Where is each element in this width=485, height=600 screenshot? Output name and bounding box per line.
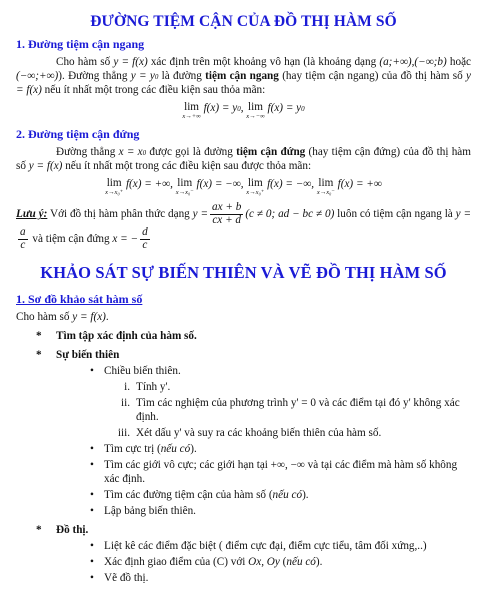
- formula-vertical-limits: lim x→x₀⁺ f(x) = +∞, lim x→x₀⁻ f(x) = −∞, lim x→x₀⁺ f(x) = −∞, lim x→x₀⁻ f(x) = +∞: [105, 176, 382, 196]
- substep-sign: iii. Xét dấu y' và suy ra các khoảng biến thiên của hàm số.: [117, 427, 382, 439]
- para-vertical-definition: Đường thẳng x = x0 được gọi là đường tiệm cận đứng (hay tiệm cận đứng) của đồ thị hàm số y = f(x) nếu ít nhất một trong các điều kiện sau được thỏa mãn:: [16, 145, 471, 172]
- note-rational-function: Lưu ý: Với đồ thị hàm phân thức dạng y = $\frac{ax + b}{cx + d}$ (c ≠ 0; ad − bc ≠ 0) luôn có tiệm cận ngang là y = $\frac{a}{c}$ và tiệm cận đứng x = − $\frac{d}{c}$: [16, 201, 472, 251]
- substep-derivative: i. Tính y'.: [124, 381, 171, 393]
- bullet-special-points: • Liệt kê các điểm đặc biệt ( điểm cực đại, điểm cực tiểu, tâm đối xứng,..): [90, 539, 471, 553]
- step-graph: * Đồ thị.: [36, 523, 471, 537]
- title-asymptotes: ĐƯỜNG TIỆM CẬN CỦA ĐỒ THỊ HÀM SỐ: [90, 13, 397, 30]
- bullet-asymptotes: • Tìm các đường tiệm cận của hàm số (nếu có).: [90, 488, 471, 502]
- title-function-survey: KHẢO SÁT SỰ BIẾN THIÊN VÀ VẼ ĐỒ THỊ HÀM SỐ: [40, 263, 447, 283]
- step-domain: * Tìm tập xác định của hàm số.: [36, 329, 471, 343]
- bullet-monotonicity: • Chiều biến thiên.: [90, 364, 471, 378]
- heading-horizontal-asymptote: 1. Đường tiệm cận ngang: [16, 37, 145, 52]
- para-survey-intro: Cho hàm số y = f(x).: [16, 311, 109, 323]
- step-variation: * Sự biến thiên: [36, 348, 471, 362]
- heading-vertical-asymptote: 2. Đường tiệm cận đứng: [16, 126, 140, 141]
- heading-survey-outline: 1. Sơ đồ khảo sát hàm số: [16, 292, 143, 306]
- bullet-draw-graph: • Vẽ đồ thị.: [90, 571, 471, 585]
- formula-horizontal-limits: lim x→+∞ f(x) = y0, lim x→−∞ f(x) = y0: [182, 101, 305, 121]
- bullet-extrema: • Tìm cực trị (nếu có).: [90, 442, 471, 456]
- bullet-intersections: • Xác định giao điểm của (C) với Ox, Oy (nếu có).: [90, 555, 471, 569]
- para-horizontal-definition: Cho hàm số y = f(x) xác định trên một khoảng vô hạn (là khoảng dạng (a;+∞),(−∞;b) hoặc (−∞;+∞)). Đường thẳng y = y0 là đường tiệm cận ngang (hay tiệm cận ngang) của đồ thị hàm số y = f(x) nếu ít nhất một trong các điều kiện sau thỏa mãn:: [16, 56, 472, 97]
- substep-roots: ii. Tìm các nghiệm của phương trình y' = 0 và các điểm tại đó y' không xác định.: [120, 397, 460, 423]
- bullet-limits: • Tìm các giới vô cực; các giới hạn tại +∞, −∞ và tại các điểm mà hàm số không xác định.: [90, 458, 471, 486]
- bullet-variation-table: • Lập bảng biến thiên.: [90, 504, 471, 518]
